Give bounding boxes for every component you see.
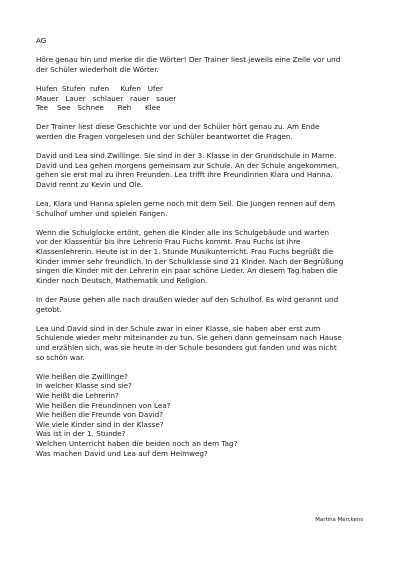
story-line: singen die Kinder mit der Lehrerin ein paar schöne Lieder. An diesem Tag haben die — [36, 266, 338, 276]
question-item: Wie viele Kinder sind in der Klasse? — [36, 419, 164, 429]
story-line: so schön war. — [36, 352, 85, 362]
question-item: Wie heißen die Freundinnen von Lea? — [36, 400, 171, 410]
instruction-line: Der Trainer liest diese Geschichte vor und der Schüler hört genau zu. Am Ende — [36, 122, 320, 132]
instruction-line: werden die Fragen vorgelesen und der Schüler beantwortet die Fragen. — [36, 131, 293, 141]
word-list — [36, 84, 366, 113]
question-list — [36, 372, 366, 458]
intro-line: Höre genau hin und merke dir die Wörter! Der Trainer liest jeweils eine Zeile vor und — [36, 55, 341, 65]
story-paragraph-1 — [36, 151, 366, 189]
story-paragraph-3 — [36, 228, 366, 286]
story-line: vor der Klassentür bis ihre Lehrerin Frau Fuchs kommt. Frau Fuchs ist ihre — [36, 237, 301, 247]
word-row: Mauer Lauer schlauer rauer sauer — [36, 93, 177, 103]
story-line: David und Lea sind Zwillinge. Sie sind in der 3. Klasse in der Grundschule in Marne. — [36, 151, 337, 161]
question-item: Wie heißen die Freunde von David? — [36, 410, 163, 420]
story-line: David und Lea gehen morgens gemeinsam zur Schule. An der Schule angekommen, — [36, 160, 339, 170]
story-line: Schulende wieder mehr miteinander zu tun. Sie gehen dann gemeinsam nach Hause — [36, 333, 342, 343]
story-paragraph-2 — [36, 199, 366, 218]
instruction-paragraph — [36, 122, 366, 141]
story-line: getobt. — [36, 304, 62, 314]
story-line: In der Pause gehen alle nach draußen wieder auf den Schulhof. Es wird gerannt und — [36, 295, 339, 305]
intro-line: der Schüler wiederholt die Wörter. — [36, 64, 159, 74]
intro-paragraph — [36, 55, 366, 74]
word-row: Hufen Stufen rufen Kufen Ufer — [36, 83, 163, 93]
story-line: Lea und David sind in der Schule zwar in einer Klasse, sie haben aber erst zum — [36, 323, 321, 333]
author-footer: Martina Merckens — [315, 517, 363, 523]
worksheet — [36, 36, 366, 458]
story-line: Wenn die Schulglocke ertönt, gehen die Kinder alle ins Schulgebäude und warten — [36, 227, 330, 237]
question-item: Wie heißt die Lehrerin? — [36, 390, 119, 400]
story-line: David rennt zu Kevin und Ole. — [36, 179, 144, 189]
story-paragraph-5 — [36, 324, 366, 362]
header-label: AG — [36, 36, 47, 45]
story-line: Schulhof umher und spielen Fangen. — [36, 208, 168, 218]
question-item: Welchen Unterricht haben die beiden noch an dem Tag? — [36, 438, 238, 448]
story-line: Lea, Klara und Hanna spielen gerne noch mit dem Seil. Die Jungen rennen auf dem — [36, 199, 335, 209]
story-paragraph-4 — [36, 295, 366, 314]
question-item: Was ist in der 1. Stunde? — [36, 429, 126, 439]
word-row: Tee See Schnee Reh Klee — [36, 103, 161, 113]
question-item: Was machen David und Lea auf dem Heimweg? — [36, 448, 208, 458]
question-item: In welcher Klasse sind sie? — [36, 381, 132, 391]
story-line: Kinder noch Deutsch, Mathematik und Religion. — [36, 275, 208, 285]
story-line: Kinder immer sehr freundlich. In der Schulklasse sind 21 Kinder. Nach der Begrüßung — [36, 256, 344, 266]
story-line: Klassenlehrerin. Heute ist in der 1. Stunde Musikunterricht. Frau Fuchs begrüßt die — [36, 247, 334, 257]
question-item: Wie heißen die Zwillinge? — [36, 371, 128, 381]
story-line: gehen sie erst mal zu ihren Freunden. Lea trifft ihre Freundinnen Klara und Hanna. — [36, 170, 333, 180]
story-line: und erzählen sich, was sie heute in der Schule besonders gut fanden und was nicht — [36, 343, 337, 352]
